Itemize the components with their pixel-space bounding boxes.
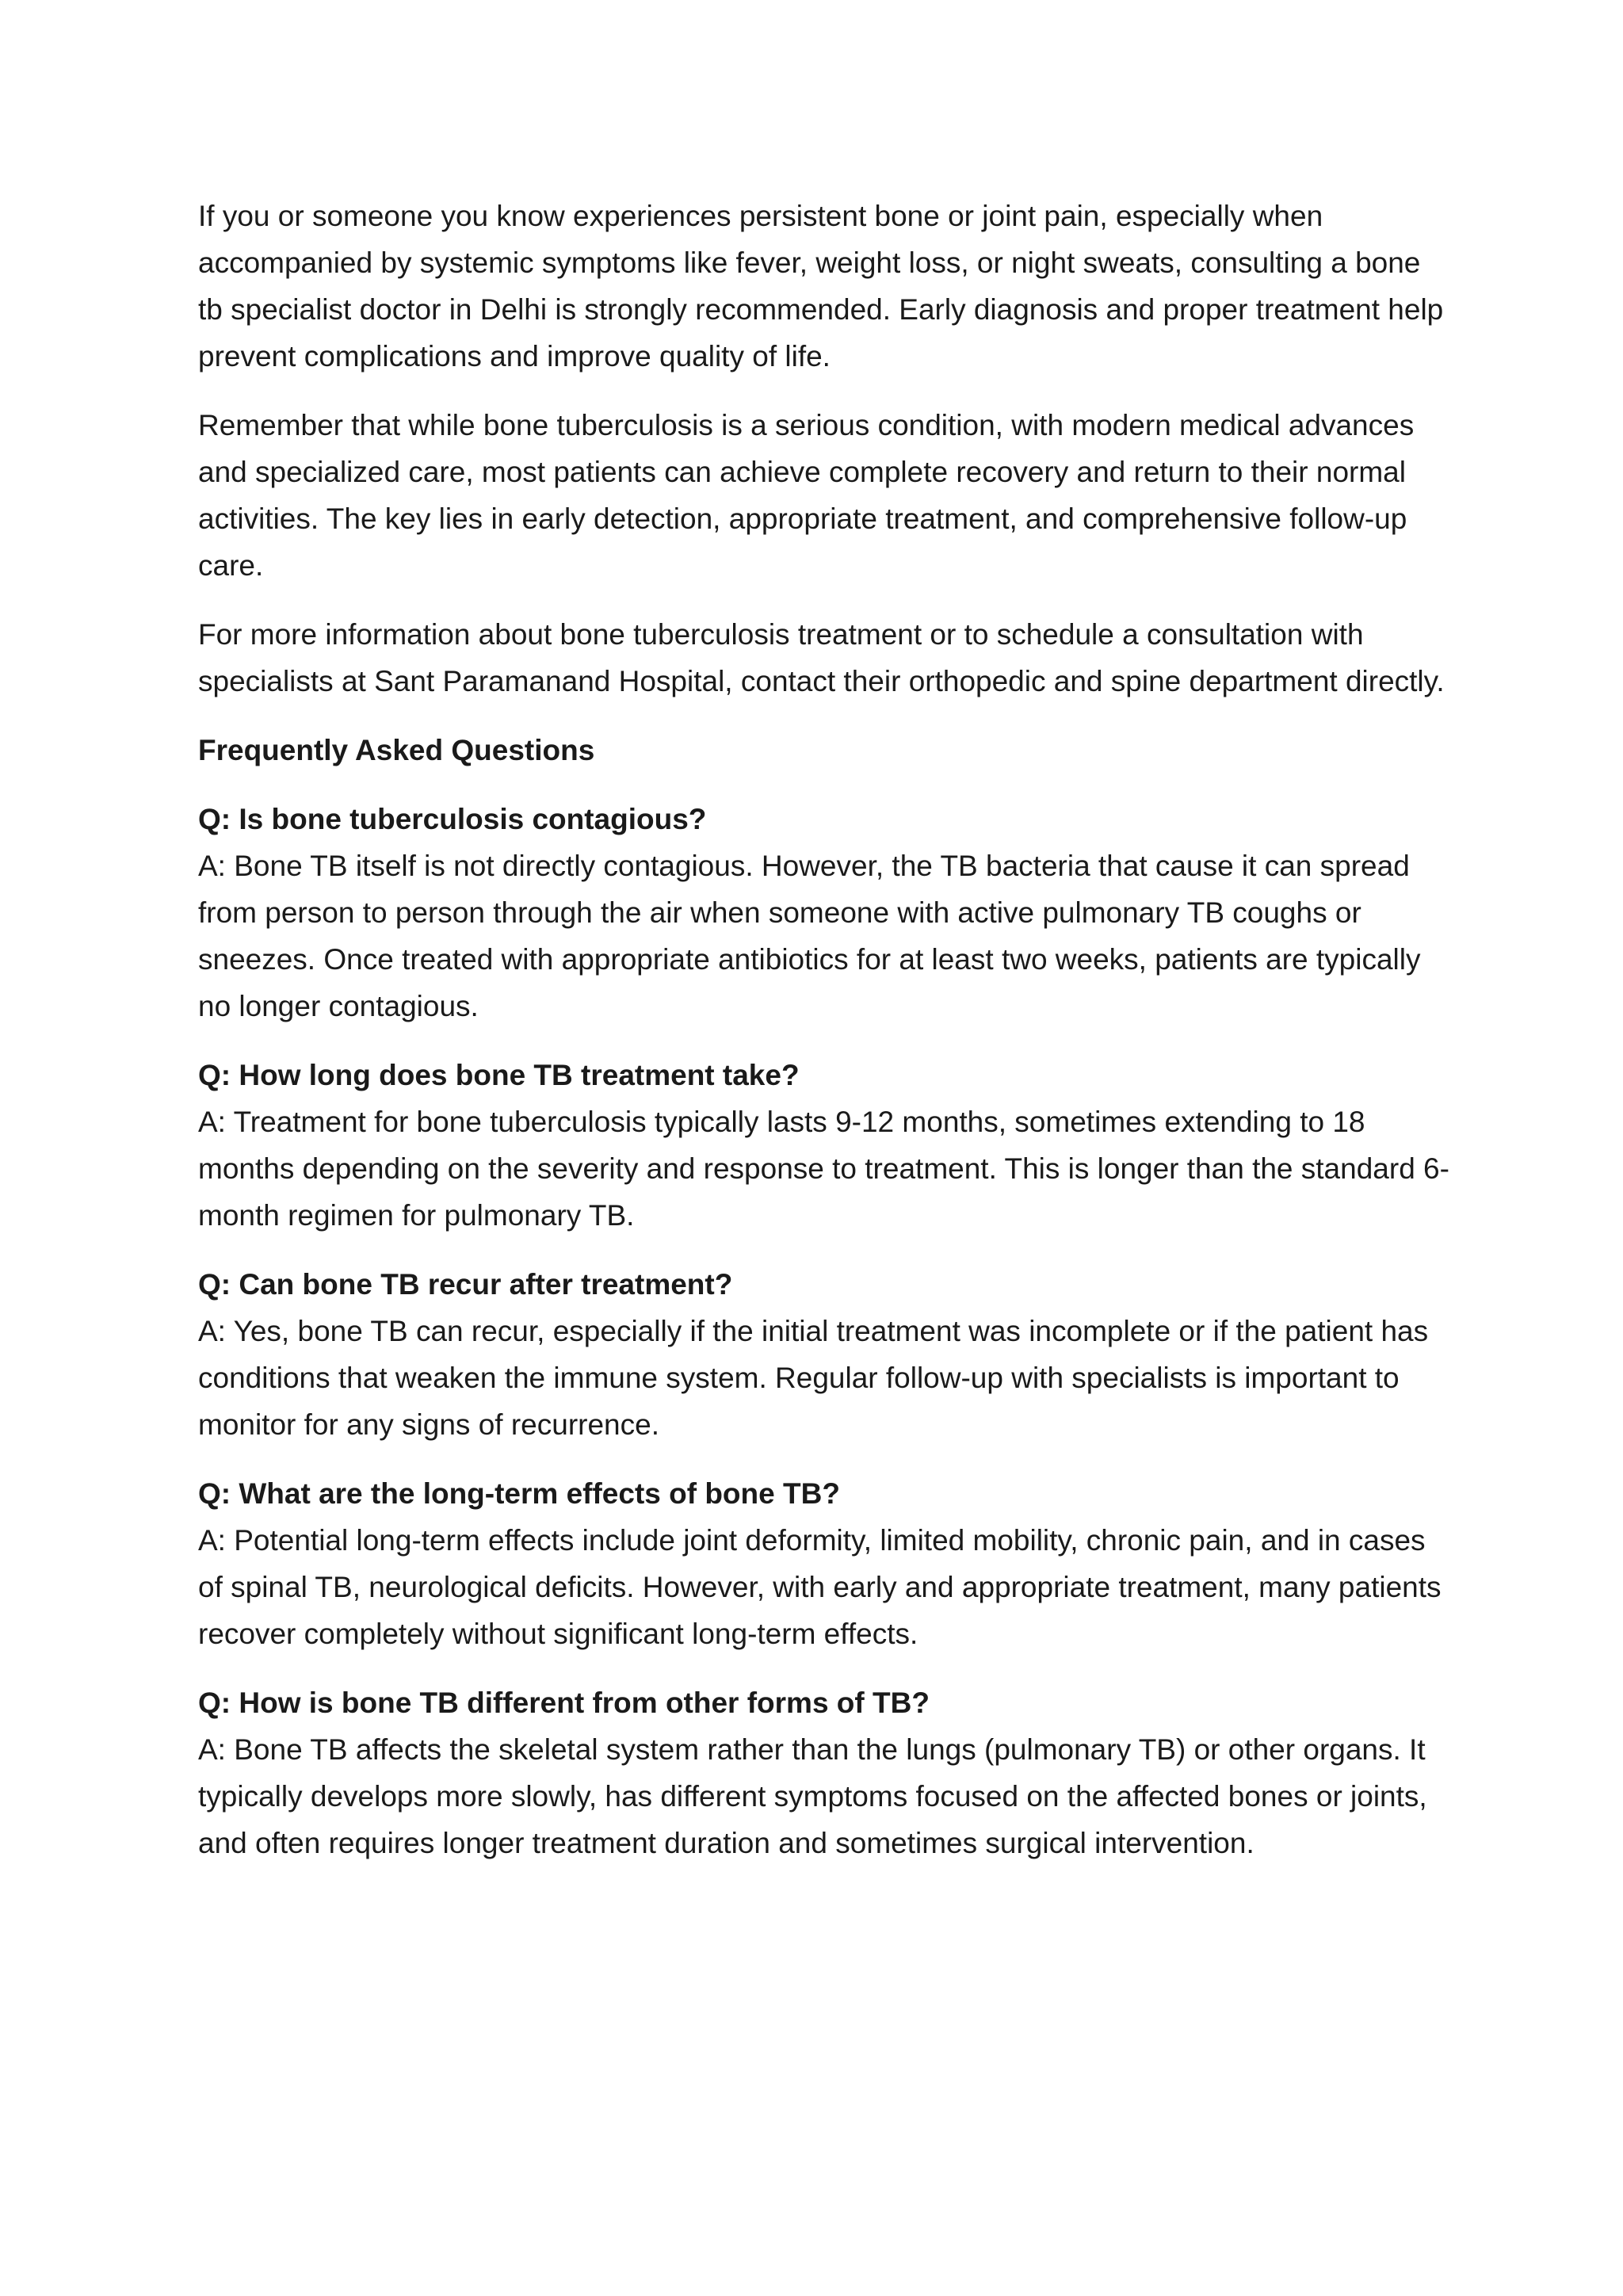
faq-question: Q: How is bone TB different from other forms of TB? bbox=[198, 1687, 930, 1719]
faq-answer: A: Bone TB affects the skeletal system rather than the lungs (pulmonary TB) or other organs. It typically develops more slowly, has different symptoms focused on the affected bones or joints, and often requires longer treatment duration and sometimes surgical intervention. bbox=[198, 1733, 1427, 1859]
faq-question: Q: Is bone tuberculosis contagious? bbox=[198, 803, 707, 835]
faq-question: Q: What are the long-term effects of bone TB? bbox=[198, 1477, 840, 1510]
faq-answer: A: Bone TB itself is not directly contagious. However, the TB bacteria that cause it can spread from person to person through the air when someone with active pulmonary TB coughs or sneezes. Once treated with appropriate antibiotics for at least two weeks, patients are typically no longer contagious. bbox=[198, 850, 1421, 1022]
paragraph-more-information: For more information about bone tuberculosis treatment or to schedule a consultation with specialists at Sant Paramanand Hospital, contact their orthopedic and spine department directly. bbox=[198, 618, 1445, 697]
faq-heading: Frequently Asked Questions bbox=[198, 734, 595, 766]
faq-item bbox=[198, 1052, 1450, 1239]
document-body bbox=[198, 193, 1450, 1889]
faq-question: Q: Can bone TB recur after treatment? bbox=[198, 1268, 733, 1301]
paragraph-recovery: Remember that while bone tuberculosis is a serious condition, with modern medical advances and specialized care, most patients can achieve complete recovery and return to their normal activities. The key lies in early detection, appropriate treatment, and comprehensive follow-up care. bbox=[198, 409, 1415, 582]
faq-item bbox=[198, 1261, 1450, 1448]
faq-question: Q: How long does bone TB treatment take? bbox=[198, 1059, 800, 1091]
paragraph-consult-specialist: If you or someone you know experiences persistent bone or joint pain, especially when accompanied by systemic symptoms like fever, weight loss, or night sweats, consulting a bone tb specialist doctor in Delhi is strongly recommended. Early diagnosis and proper treatment help prevent complications and improve quality of life. bbox=[198, 200, 1444, 372]
faq-answer: A: Yes, bone TB can recur, especially if the initial treatment was incomplete or if the patient has conditions that weaken the immune system. Regular follow-up with specialists is important to monitor for any signs of recurrence. bbox=[198, 1315, 1429, 1441]
faq-item bbox=[198, 1470, 1450, 1657]
faq-item bbox=[198, 796, 1450, 1030]
faq-item bbox=[198, 1679, 1450, 1866]
faq-answer: A: Potential long-term effects include joint deformity, limited mobility, chronic pain, and in cases of spinal TB, neurological deficits. However, with early and appropriate treatment, many patients recover completely without significant long-term effects. bbox=[198, 1524, 1442, 1650]
faq-answer: A: Treatment for bone tuberculosis typically lasts 9-12 months, sometimes extending to 18 months depending on the severity and response to treatment. This is longer than the standard 6-month regimen for pulmonary TB. bbox=[198, 1106, 1449, 1232]
